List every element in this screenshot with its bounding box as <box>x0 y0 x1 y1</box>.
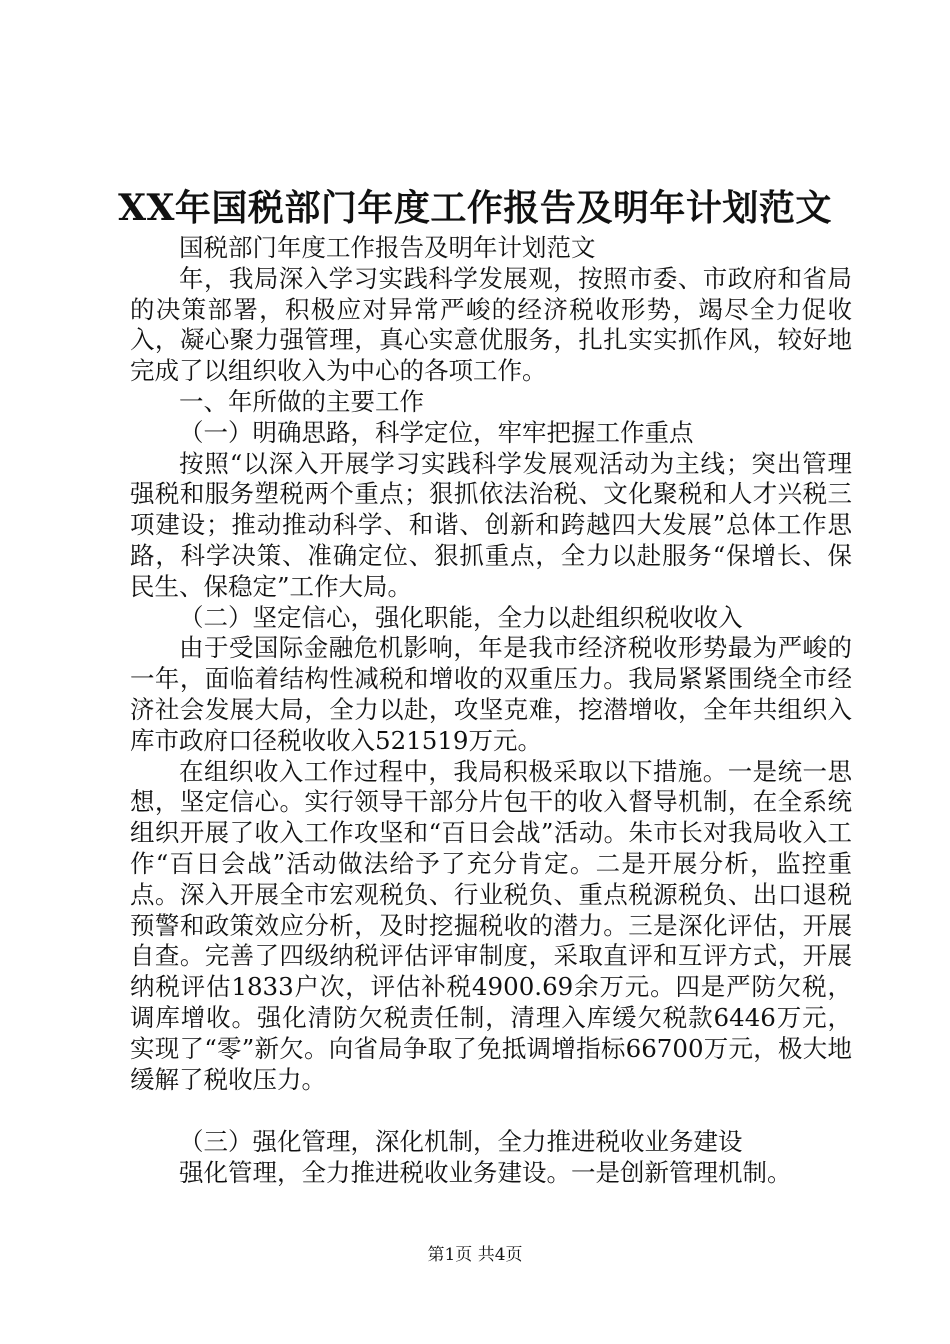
paragraph-measures: 在组织收入工作过程中，我局积极采取以下措施。一是统一思想，坚定信心。实行领导干部分片包干的收入督导机制，在全系统组织开展了收入工作攻坚和“百日会战”活动。朱市长对我局收入工作“百日会战”活动做法给予了充分肯定。二是开展分析，监控重点。深入开展全市宏观税负、行业税负、重点税源税负、出口退税预警和政策效应分析，及时挖掘税收的潜力。三是深化评估，开展自查。完善了四级纳税评估评审制度，采取直评和互评方式，开展纳税评估1833户次，评估补税4900.69余万元。四是严防欠税，调库增收。强化清防欠税责任制，清理入库缓欠税款6446万元，实现了“零”新欠。向省局争取了免抵调增指标66700万元，极大地缓解了税收压力。 <box>130 756 852 1094</box>
paragraph-revenue: 由于受国际金融危机影响，年是我市经济税收形势最为严峻的一年，面临着结构性减税和增收的双重压力。我局紧紧围绕全市经济社会发展大局，全力以赴，攻坚克难，挖潜增收，全年共组织入库市政府口径税收收入521519万元。 <box>130 633 852 755</box>
subsection-heading-3: （三）强化管理，深化机制，全力推进税收业务建设 <box>179 1127 743 1157</box>
paragraph-summary: 年，我局深入学习实践科学发展观，按照市委、市政府和省局的决策部署，积极应对异常严峻的经济税收形势，竭尽全力促收入，凝心聚力强管理，真心实意优服务，扎扎实实抓作风，较好地完成了以组织收入为中心的各项工作。 <box>130 263 852 386</box>
page-indicator: 第1页 共4页 <box>427 1245 523 1265</box>
subsection-heading-1: （一）明确思路，科学定位，牢牢把握工作重点 <box>179 417 694 447</box>
document-title: XX年国税部门年度工作报告及明年计划范文 <box>118 187 832 229</box>
paragraph-gap <box>130 1095 852 1127</box>
intro-subtitle: 国税部门年度工作报告及明年计划范文 <box>179 233 596 262</box>
paragraph-management: 强化管理，全力推进税收业务建设。一是创新管理机制。 <box>179 1158 792 1188</box>
document-body <box>130 233 852 1189</box>
section-heading-1: 一、年所做的主要工作 <box>179 386 424 416</box>
paragraph-approach: 按照“以深入开展学习实践科学发展观活动为主线；突出管理强税和服务塑税两个重点；狠抓依法治税、文化聚税和人才兴税三项建设；推动推动科学、和谐、创新和跨越四大发展”总体工作思路，科学决策、准确定位、狠抓重点，全力以赴服务“保增长、保民生、保稳定”工作大局。 <box>130 448 852 601</box>
subsection-heading-2: （二）坚定信心，强化职能，全力以赴组织税收收入 <box>179 602 743 632</box>
